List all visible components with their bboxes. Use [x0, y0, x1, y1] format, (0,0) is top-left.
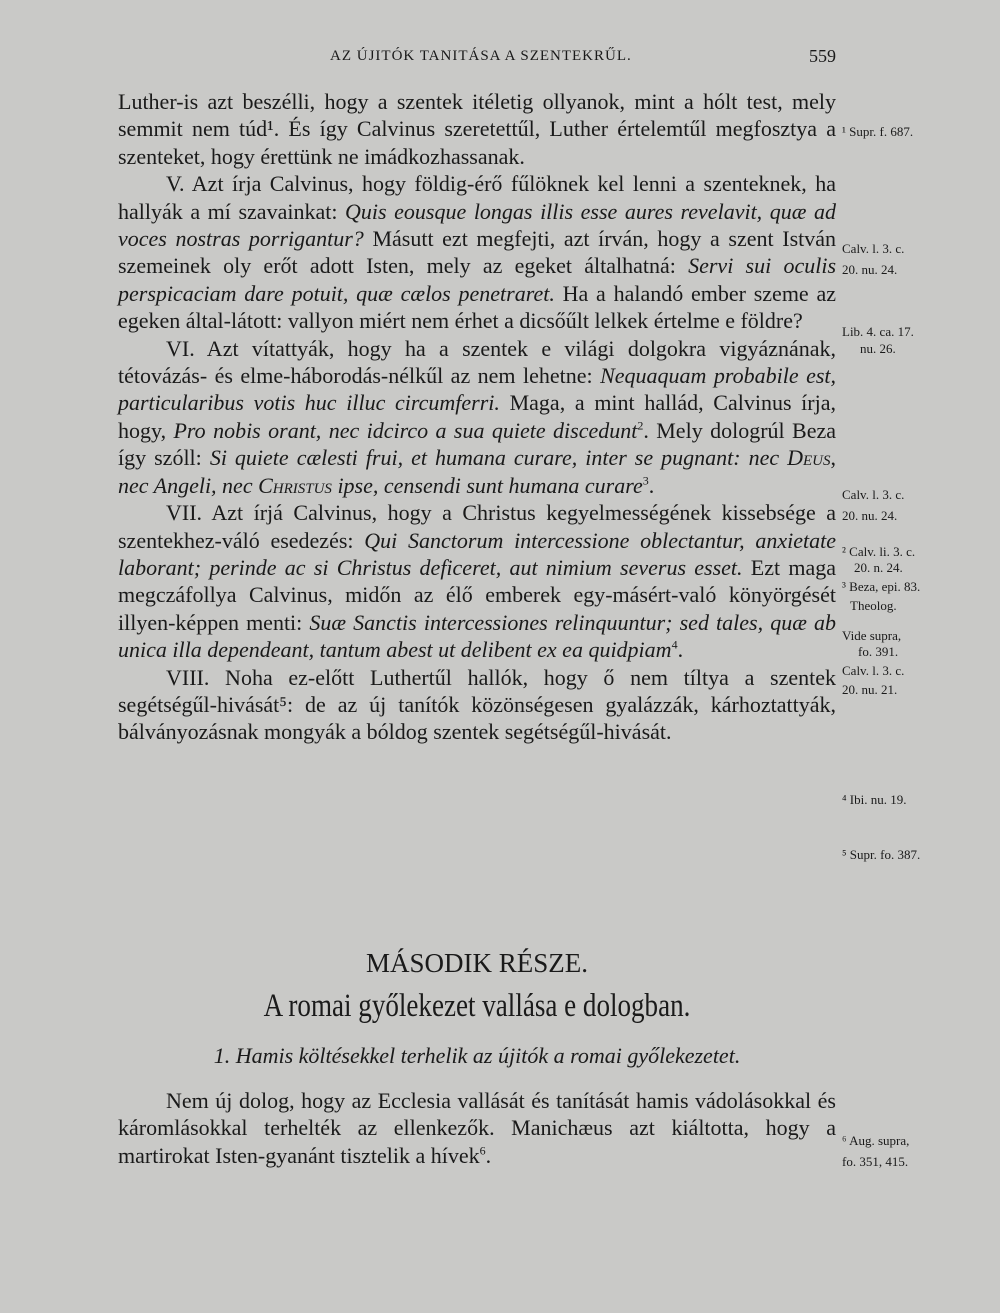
latin-quote: ipse, censendi sunt humana curare [337, 472, 643, 498]
main-text [118, 88, 836, 746]
margin-note: ⁵ Supr. fo. 387. [842, 847, 921, 862]
margin-note: Theolog. [850, 598, 897, 613]
margin-note: ⁴ Ibi. nu. 19. [842, 792, 907, 807]
footnote-marker: 6 [479, 1143, 486, 1158]
footnote-marker: 4 [671, 637, 678, 652]
running-head: AZ ÚJITÓK TANITÁSA A SZENTEKRŰL. [330, 48, 632, 64]
text-span: V. Azt írja Calvinus, hogy földig-érő fűlöknek kel lenni a szenteknek, ha hallyák a mí szavainkat: [118, 171, 836, 224]
paragraph-vii: VII. Azt írjá Calvinus, hogy a Christus kegyelmességének kissebsége a szentekhez-váló esedezés: Qui Sanctorum intercessione oblectantur, anxietate laborant; perinde ac si Christus deficeret, aut nimium severus esset. Ezt maga megczáfollya Calvinus, midőn az élő emberek egy-másért-való könyörgését illyen-képpen menti: Suæ Sanctis intercessiones relinquuntur; sed tales, quæ ab unica illa dependeant, tantum abest ut delibent ex ea quidpiam$^4$. [118, 500, 837, 663]
margin-note: Vide supra, [842, 628, 902, 643]
margin-note: 20. nu. 24. [842, 262, 898, 277]
paragraph-v [118, 170, 836, 334]
text-span: VII. Azt írjá Calvinus, hogy a Christus kegyelmességének kissebsége a szentekhez-váló esedezés: [118, 500, 836, 553]
margin-note: Calv. l. 3. c. [842, 241, 905, 256]
latin-quote: Deus [787, 445, 831, 471]
margin-note: fo. 391. [858, 644, 899, 659]
margin-note: ³ Beza, epi. 83. [842, 579, 921, 594]
latin-quote: Servi sui oculis perspicaciam dare potuit, quæ cælos penetraret. [118, 253, 837, 306]
margin-note: Lib. 4. ca. 17. [842, 324, 914, 339]
margin-note: ² Calv. li. 3. c. [842, 544, 916, 559]
margin-note: 20. n. 24. [854, 560, 903, 575]
latin-quote: Nequaquam probabile est, particularibus votis huc illuc circumferri. [118, 363, 837, 416]
closing-paragraph: Nem új dolog, hogy az Ecclesia vallását és tanítását hamis vádolásokkal és káromlásokkal terhelték az ellenkezők. Manichæus azt kiáltotta, hogy a martirokat Isten-gyanánt tisztelik a hívek$^6$. [118, 1088, 836, 1168]
latin-quote: Si quiete cælesti frui, et humana curare, inter se pugnant: nec [209, 445, 780, 471]
text-span: Nem új dolog, hogy az Ecclesia vallását és tanítását hamis vádolásokkal és káromlásokkal terhelték az ellenkezők. Manichæus azt kiáltotta, hogy a martirokat Isten-gyanánt tisztelik a hívek [118, 1088, 836, 1168]
part-heading: MÁSODIK RÉSZE. [365, 948, 588, 978]
margin-note: Calv. l. 3. c. [842, 663, 905, 678]
text-span: Ha a halandó ember szeme az egeken által-látott: vallyon miért nem érhet a dicsőűlt lelkek értelme e földre? [118, 280, 836, 334]
text-span: Maga, a mint hallád, Calvinus írja, hogy, [118, 390, 836, 443]
margin-note: nu. 26. [860, 341, 896, 356]
text-span: Mely dologrúl Beza így szóll: [118, 417, 836, 471]
margin-note: fo. 351, 415. [842, 1154, 909, 1169]
paragraph-1: Luther-is azt beszélli, hogy a szentek itéletig ollyanok, mint a hólt test, mely semmit nem túd¹. És így Calvinus szeretettűl, Luther értelemtűl megfosztya a szenteket, hogy érettünk ne imádkozhassanak. [118, 89, 836, 169]
margin-note: Calv. l. 3. c. [842, 487, 905, 502]
latin-quote: Suæ Sanctis intercessiones relinquuntur; sed tales, quæ ab unica illa dependeant, tantum abest ut delibent ex ea quidpiam [118, 609, 836, 663]
section-title: A romai győlekezet vallása e dologban. [263, 988, 691, 1024]
paragraph-vi: VI. Azt vítattyák, hogy ha a szentek e világi dolgokra vigyáznának, tétovázás- és elme-háborodás-nélkűl az nem lehetne: Nequaquam probabile est, particularibus votis huc illuc circumferri. Maga, a mint hallád, Calvinus írja, hogy, Pro nobis orant, nec idcirco a sua quiete discedunt$^2$. Mely dologrúl Beza így szóll: Si quiete cælesti frui, et humana curare, inter se pugnant: nec Deus, nec Angeli, nec Christus ipse, censendi sunt humana curare$^3$. [118, 335, 837, 498]
footnote-marker: 3 [642, 473, 649, 488]
paragraph-viii: VIII. Noha ez-előtt Luthertűl hallók, hogy ő nem tíltya a szentek segétségűl-hivását⁵: de az új tanítók közönségesen gyalázzák, kárhoztattyák, bálványozásnak mongyák a bóldog szentek segétségűl-hivását. [118, 664, 836, 745]
margin-note: ⁶ Aug. supra, [842, 1133, 910, 1148]
text-span: VI. Azt vítattyák, hogy ha a szentek e világi dolgokra vigyáznának, tétovázás- és elme-háborodás-nélkűl az nem lehetne: [118, 335, 836, 389]
page-header [118, 46, 836, 70]
latin-quote: nec Angeli, nec [118, 472, 253, 498]
margin-note: ¹ Supr. f. 687. [842, 124, 914, 139]
text-span: Ezt maga megczáfollya Calvinus, midőn az élő emberek egy-másért-való könyörgését illyen-képpen menti: [118, 554, 836, 635]
footnote-marker: 2 [637, 418, 644, 433]
text-span: Másutt ezt megfejti, azt írván, hogy a szent István szemeinek oly erőt adott Isten, mely az egeket általhatná: [118, 226, 837, 279]
latin-quote: Quis eousque longas illis esse aures revelavit, quæ ad voces nostras porrigantur? [118, 198, 837, 252]
latin-quote: Qui Sanctorum intercessione oblectantur, anxietate laborant; perinde ac si Christus deficeret, aut nimium severus esset. [118, 527, 837, 580]
page-number: 559 [809, 46, 836, 66]
latin-quote: Pro nobis orant, nec idcirco a sua quiete discedunt [173, 417, 638, 443]
latin-quote: Christus [258, 472, 332, 498]
section-subtitle: 1. Hamis költésekkel terhelik az újitók a romai győlekezetet. [213, 1043, 741, 1068]
margin-note: 20. nu. 21. [842, 682, 898, 697]
margin-note: 20. nu. 24. [842, 508, 898, 523]
